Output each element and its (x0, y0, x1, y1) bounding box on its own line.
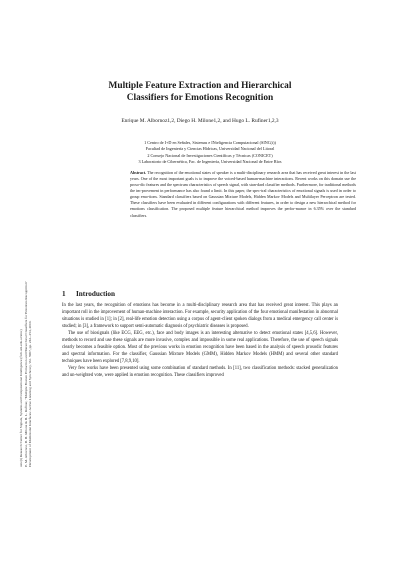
paragraph: Very few works have been presented using some combination of standard methods. In [11], two classification methods: stacked generalization and un-weighted vote, were applied in emotion recognition. These classifiers improved (62, 365, 338, 378)
abstract (130, 170, 356, 219)
paper-title (60, 80, 340, 105)
abstract-label: Abstract. (130, 170, 147, 175)
affiliation-line: 2 Consejo Nacional de Investigaciones Científicas y Técnicas (CONICET) (147, 152, 273, 158)
abstract-text: The recognition of the emotional states of speaker is a multi-disciplinary research area that has received great interest in the last years. One of the most important goals is to improve the voiced-based human-machine interactions. Recent works on this domain use the proso-dic features and the spectrum characteristics of speech signal, with stan-dard classifier methods. Furthermore, for traditional methods the im-provement in performance has also found a limit. In this paper, the spec-tral characteristics of emotional signals is used in order to group emo-tions. Standard classifiers based on Gaussian Mixture Models, Hidden Markov Models and Multilayer Perceptron are tested. These classifiers have been evaluated in different configurations with different features, in order to design a new hierarchical method for emotions classification. The proposed multiple feature hierarchical method improves the perfor-mance in 6.35% over the standard classifiers. (130, 170, 356, 218)
body-text (62, 303, 338, 379)
section-number: 1 (62, 290, 66, 298)
sidebar-line: E. M. Albornoz, D. H. Milone & H. L. Rufiner, "Multiple Feature Extraction and Hierarchical Classifiers for Emotions Recognition" (23, 281, 28, 467)
affiliations (80, 140, 340, 165)
paragraph: In the last years, the recognition of emotions has become in a multi-disciplinary research area that has received great interest. This plays an important roll in the improvement of human-machine interaction. For example, security application of the four emotional manifestation in abnormal situations is studied in [1]; in [2], real-life emotion detection using a corpus of agent-client spoken dialogs from a medical emergency call center is studied; in [3], a framework to support semi-automatic diagnosis of psychiatric diseases is proposed. (62, 303, 338, 329)
affiliation-line: 1 Centro de I+D en Señales, Sistemas e INteligencia Computacional (SINC(i)) (144, 140, 276, 145)
sidebar-citation (19, 171, 33, 467)
author-list: Enrique M. Albornoz1,2, Diego H. Milone1,2, and Hugo L. Rufiner1,2,3 (121, 118, 279, 124)
sidebar-line: sinc(i) Research Center for Signals, Systems and Computational Intelligence (fich.unl.edu.ar/sinc) (19, 329, 24, 467)
title-line: Multiple Feature Extraction and Hierarchical (108, 81, 292, 91)
affiliation-line: Facultad de Ingeniería y Ciencias Hídricas, Universidad Nacional del Litoral (145, 146, 275, 152)
title-line: Classifiers for Emotions Recognition (126, 93, 274, 104)
sidebar-line: Development of Multimodal Interfaces: Active Listening and Synchrony, Vol. 5967, pp. 242--254, 2010. (28, 320, 33, 467)
section-title: Introduction (76, 290, 116, 298)
affiliation-line: 3 Laboratorio de Cibernética, Fac. de Ingeniería, Universidad Nacional de Entre Ríos (138, 158, 282, 164)
paragraph: The use of biosignals (like ECG, EEG, etc.), face and body images is an interesting alternative to detect emotional states [4,5,6]. However, methods to record and use these signals are more invasive, complex and impossible in some real applications. Therefore, the use of speech signals clearly becomes a feasible option. Most of the previous works in emotion recognition have been based in the analysis of speech prosodic features and spectral information. For the classifier, Gaussian Mixture Models (GMM), Hidden Markov Models (HMM) and several other standard techniques have been explored [7,8,9,10]. (62, 330, 338, 364)
section-heading (62, 290, 115, 298)
